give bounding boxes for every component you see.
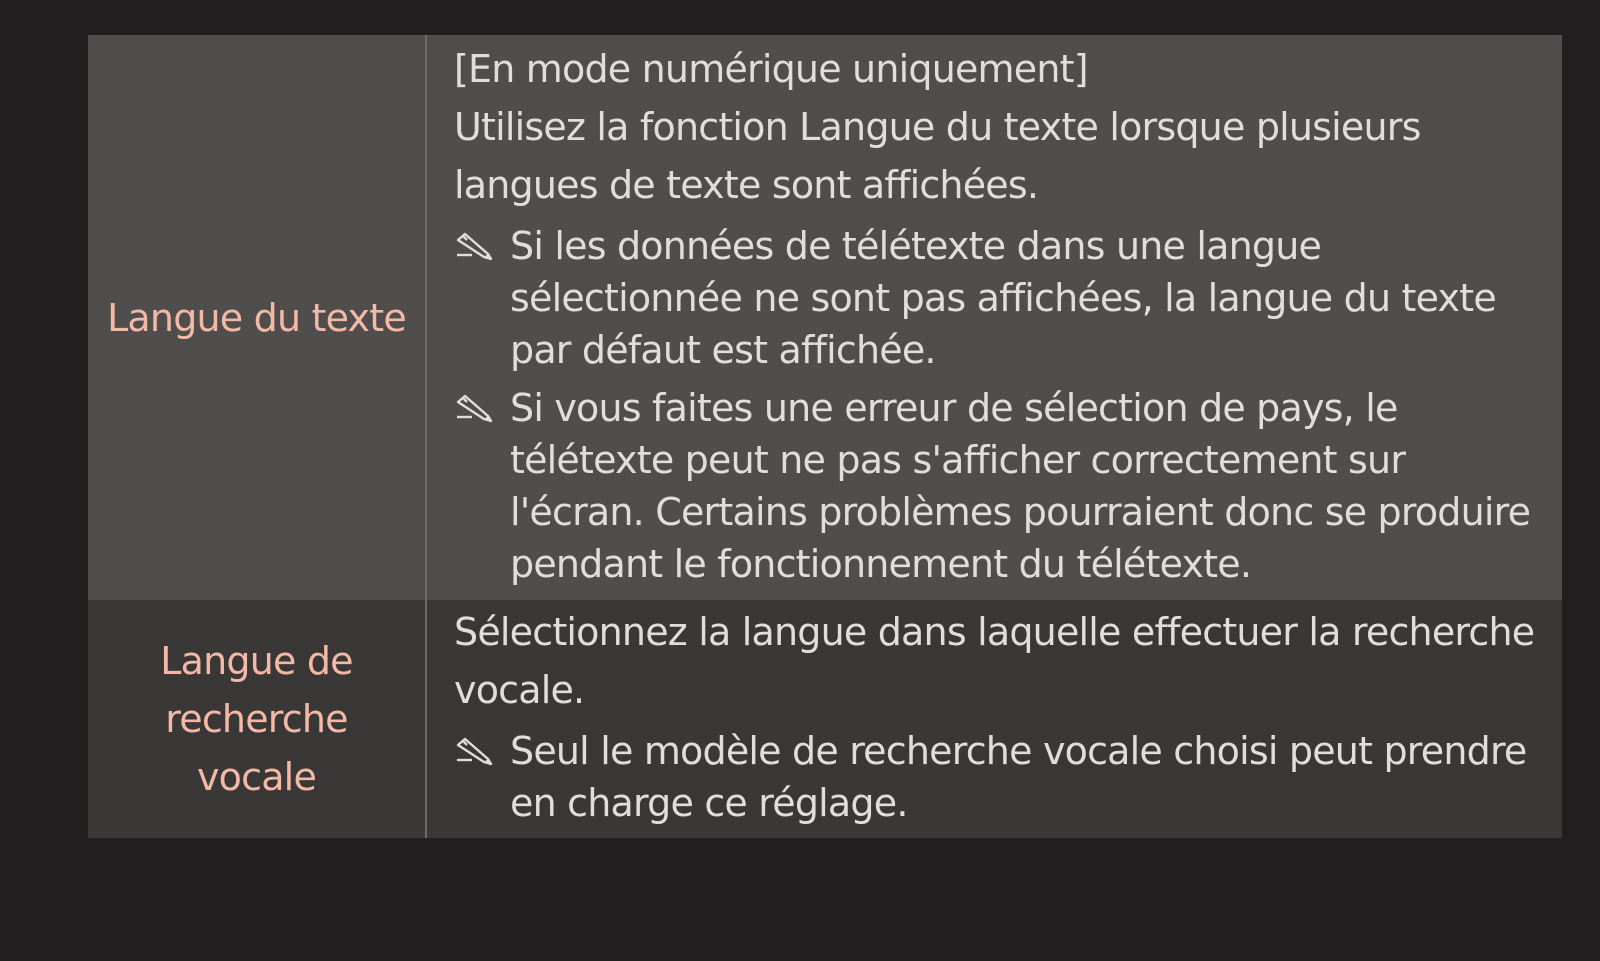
note-item: [454, 382, 1542, 590]
note-text: Si les données de télétexte dans une langue sélectionnée ne sont pas affichées, la langue du texte par défaut est affichée.: [510, 223, 1496, 372]
table-row: [88, 35, 1562, 600]
row-label-text-language: Langue du texte: [107, 295, 406, 340]
row-description-cell: [426, 35, 1562, 600]
pencil-note-icon: [454, 220, 510, 272]
description-paragraph: Sélectionnez la langue dans laquelle effectuer la recherche vocale.: [454, 610, 1535, 712]
pencil-note-icon: [454, 382, 510, 434]
table-row: [88, 600, 1562, 838]
label-line: recherche vocale: [165, 697, 348, 799]
row-label-cell: [88, 35, 426, 600]
note-text: Seul le modèle de recherche vocale choisi peut prendre en charge ce réglage.: [510, 729, 1527, 825]
mode-restriction-text: [En mode numérique uniquement]: [454, 46, 1088, 91]
note-text: Si vous faites une erreur de sélection de pays, le télétexte peut ne pas s'afficher correctement sur l'écran. Certains problèmes pourraient donc se produire pendant le fonctionnement du télétexte.: [510, 385, 1531, 586]
row-label-text-voice-search: [88, 632, 425, 806]
note-item: [454, 220, 1542, 376]
note-item: [454, 725, 1542, 829]
description-paragraph: Utilisez la fonction Langue du texte lorsque plusieurs langues de texte sont affichées.: [454, 104, 1421, 207]
pencil-note-icon: [454, 725, 510, 777]
row-description-cell: [426, 600, 1562, 838]
label-line: Langue de: [160, 639, 353, 683]
row-label-cell: [88, 600, 426, 838]
settings-table: [88, 35, 1562, 838]
